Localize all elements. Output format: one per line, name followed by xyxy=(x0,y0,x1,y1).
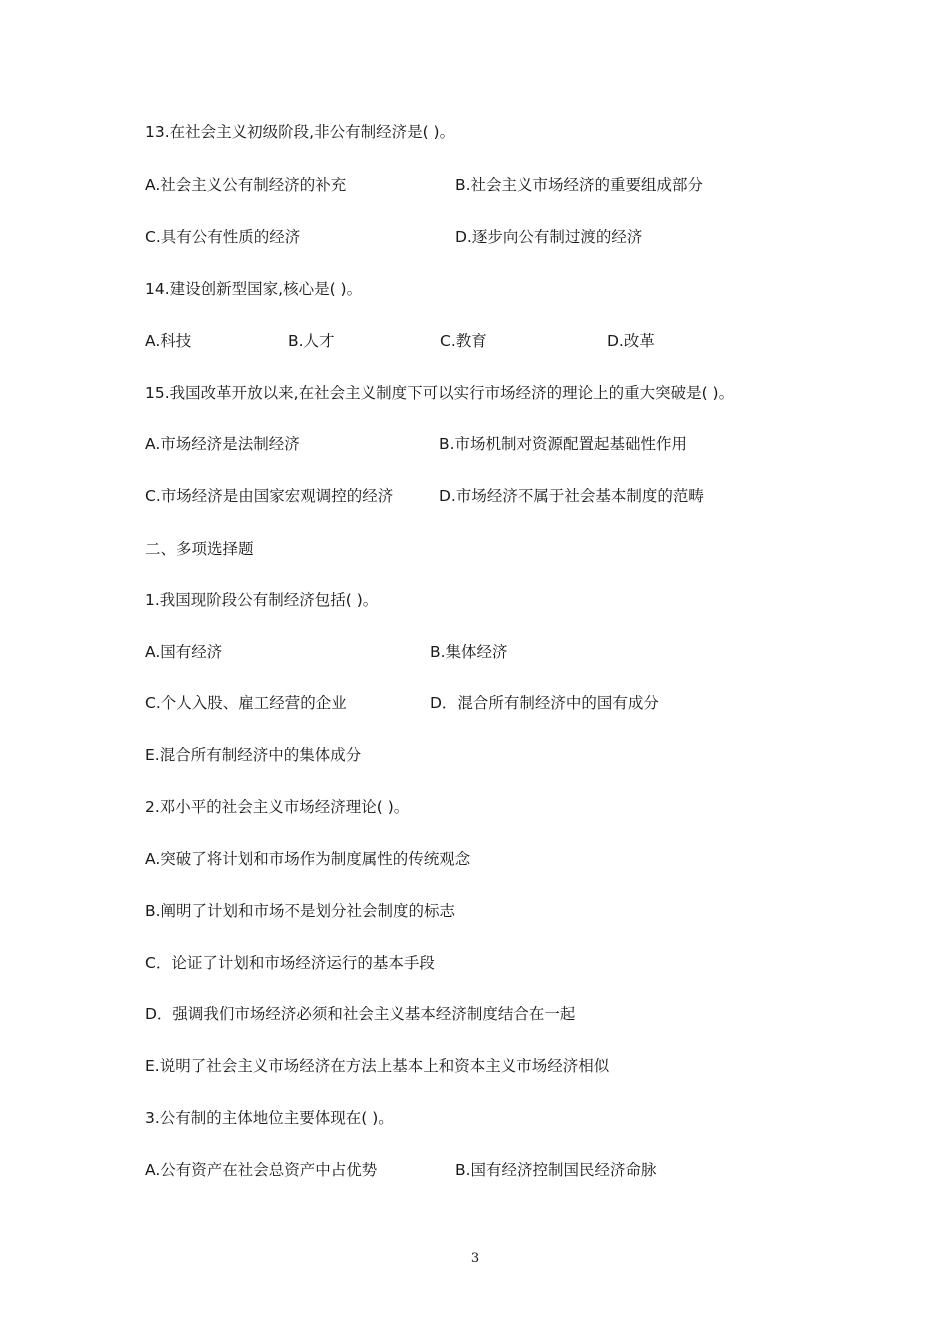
mc3-option-a: A.公有资产在社会总资产中占优势 xyxy=(145,1161,378,1179)
section-heading: 二、多项选择题 xyxy=(145,540,254,558)
mc-question-3: 3.公有制的主体地位主要体现在( )。 xyxy=(145,1109,394,1127)
mc-question-2: 2.邓小平的社会主义市场经济理论( )。 xyxy=(145,798,410,816)
mc2-option-e: E.说明了社会主义市场经济在方法上基本上和资本主义市场经济相似 xyxy=(145,1057,610,1075)
q13-option-a: A.社会主义公有制经济的补充 xyxy=(145,176,347,194)
question-13: 13.在社会主义初级阶段,非公有制经济是( )。 xyxy=(145,123,456,141)
mc1-option-d: D．混合所有制经济中的国有成分 xyxy=(430,694,659,712)
q14-option-a: A.科技 xyxy=(145,332,192,350)
mc2-option-c: C．论证了计划和市场经济运行的基本手段 xyxy=(145,954,435,972)
mc1-option-e: E.混合所有制经济中的集体成分 xyxy=(145,746,362,764)
question-14: 14.建设创新型国家,核心是( )。 xyxy=(145,280,363,298)
q13-option-b: B.社会主义市场经济的重要组成部分 xyxy=(455,176,704,194)
q14-option-b: B.人才 xyxy=(288,332,335,350)
q15-option-b: B.市场机制对资源配置起基础性作用 xyxy=(439,435,688,453)
page-number: 3 xyxy=(470,1251,480,1266)
question-15: 15.我国改革开放以来,在社会主义制度下可以实行市场经济的理论上的重大突破是( )。 xyxy=(145,384,735,402)
q13-option-c: C.具有公有性质的经济 xyxy=(145,228,301,246)
q15-option-d: D.市场经济不属于社会基本制度的范畴 xyxy=(439,487,704,505)
mc3-option-b: B.国有经济控制国民经济命脉 xyxy=(455,1161,657,1179)
mc2-option-d: D．强调我们市场经济必须和社会主义基本经济制度结合在一起 xyxy=(145,1005,576,1023)
q15-option-c: C.市场经济是由国家宏观调控的经济 xyxy=(145,487,394,505)
q15-option-a: A.市场经济是法制经济 xyxy=(145,435,300,453)
q14-option-d: D.改革 xyxy=(607,332,655,350)
mc2-option-b: B.阐明了计划和市场不是划分社会制度的标志 xyxy=(145,902,456,920)
q14-option-c: C.教育 xyxy=(440,332,487,350)
mc-question-1: 1.我国现阶段公有制经济包括( )。 xyxy=(145,591,379,609)
mc2-option-a: A.突破了将计划和市场作为制度属性的传统观念 xyxy=(145,850,471,868)
q13-option-d: D.逐步向公有制过渡的经济 xyxy=(455,228,643,246)
mc1-option-a: A.国有经济 xyxy=(145,643,223,661)
mc1-option-c: C.个人入股、雇工经营的企业 xyxy=(145,694,347,712)
mc1-option-b: B.集体经济 xyxy=(430,643,508,661)
